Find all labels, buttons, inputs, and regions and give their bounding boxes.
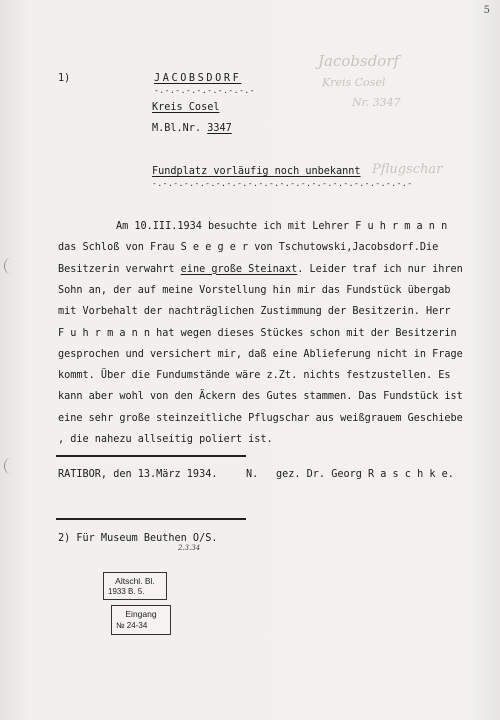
separator-rule bbox=[56, 455, 246, 457]
distribution-line: 2) Für Museum Beuthen O/S. bbox=[58, 533, 218, 544]
altschl-stamp bbox=[103, 572, 167, 600]
body-line: Besitzerin verwahrt eine große Steinaxt. Leider traf ich nur ihren bbox=[58, 263, 463, 275]
punch-hole bbox=[4, 458, 17, 474]
entry-number: 1) bbox=[58, 73, 71, 84]
body-line: F u h r m a n n hat wegen dieses Stückes schon mit der Besitzerin bbox=[58, 327, 457, 339]
handwritten-date: 2.3.34 bbox=[178, 544, 201, 552]
footer-signature: gez. Dr. Georg R a s c h k e. bbox=[276, 469, 454, 480]
footer-place-date: RATIBOR, den 13.März 1934. bbox=[58, 469, 218, 480]
body-line: kommt. Über die Fundumstände wäre z.Zt. nichts festzustellen. Es bbox=[58, 370, 451, 382]
bleed-through-text: Pflugschar bbox=[372, 162, 443, 177]
punch-hole bbox=[4, 258, 17, 274]
page-number: 5 bbox=[483, 5, 490, 16]
body-line: gesprochen und versichert mir, daß eine Ablieferung nicht in Frage bbox=[58, 348, 463, 360]
body-line: eine sehr große steinzeitliche Pflugschar aus weißgrauem Geschiebe bbox=[58, 412, 463, 424]
map-sheet-line: M.Bl.Nr. 3347 bbox=[152, 123, 232, 134]
stamp-label: Eingang bbox=[125, 609, 157, 619]
body-line: mit Vorbehalt der nachträglichen Zustimmung der Besitzerin. Herr bbox=[58, 306, 451, 318]
separator-rule bbox=[56, 518, 246, 520]
eingang-stamp bbox=[111, 605, 171, 635]
stamp-value: № 24-34 bbox=[116, 621, 148, 630]
body-line: das Schloß von Frau S e e g e r von Tschutowski,Jacobsdorf.Die bbox=[58, 242, 439, 254]
footer-initial: N. bbox=[246, 469, 259, 480]
place-dash-underline: -.-.-.-.-.-.-.-.-.- bbox=[154, 86, 256, 95]
body-line: , die nahezu allseitig poliert ist. bbox=[58, 434, 273, 445]
bleed-through-text: Kreis Cosel bbox=[322, 76, 386, 89]
stamp-value: 1933 B. 5. bbox=[108, 587, 145, 596]
body-line: kann aber wohl von den Äckern des Gutes stammen. Das Fundstück ist bbox=[58, 391, 463, 403]
find-spot-heading: Fundplatz vorläufig noch unbekannt bbox=[152, 166, 361, 177]
district-label: Kreis Cosel bbox=[152, 102, 220, 113]
heading-dash-underline: -.-.-.-.-.-.-.-.-.-.-.-.-.-.-.-.-.-.-.-.-.-.-.-.- bbox=[152, 179, 413, 188]
body-line: Am 10.III.1934 besuchte ich mit Lehrer F u h r m a n n bbox=[116, 221, 448, 232]
body-line: Sohn an, der auf meine Vorstellung hin mir das Fundstück übergab bbox=[58, 284, 451, 296]
bleed-through-text: Nr. 3347 bbox=[352, 96, 401, 109]
place-title: JACOBSDORF bbox=[154, 73, 242, 84]
bleed-through-text: Jacobsdorf bbox=[318, 52, 400, 70]
stamp-label: Altschl. Bl. bbox=[115, 576, 155, 586]
